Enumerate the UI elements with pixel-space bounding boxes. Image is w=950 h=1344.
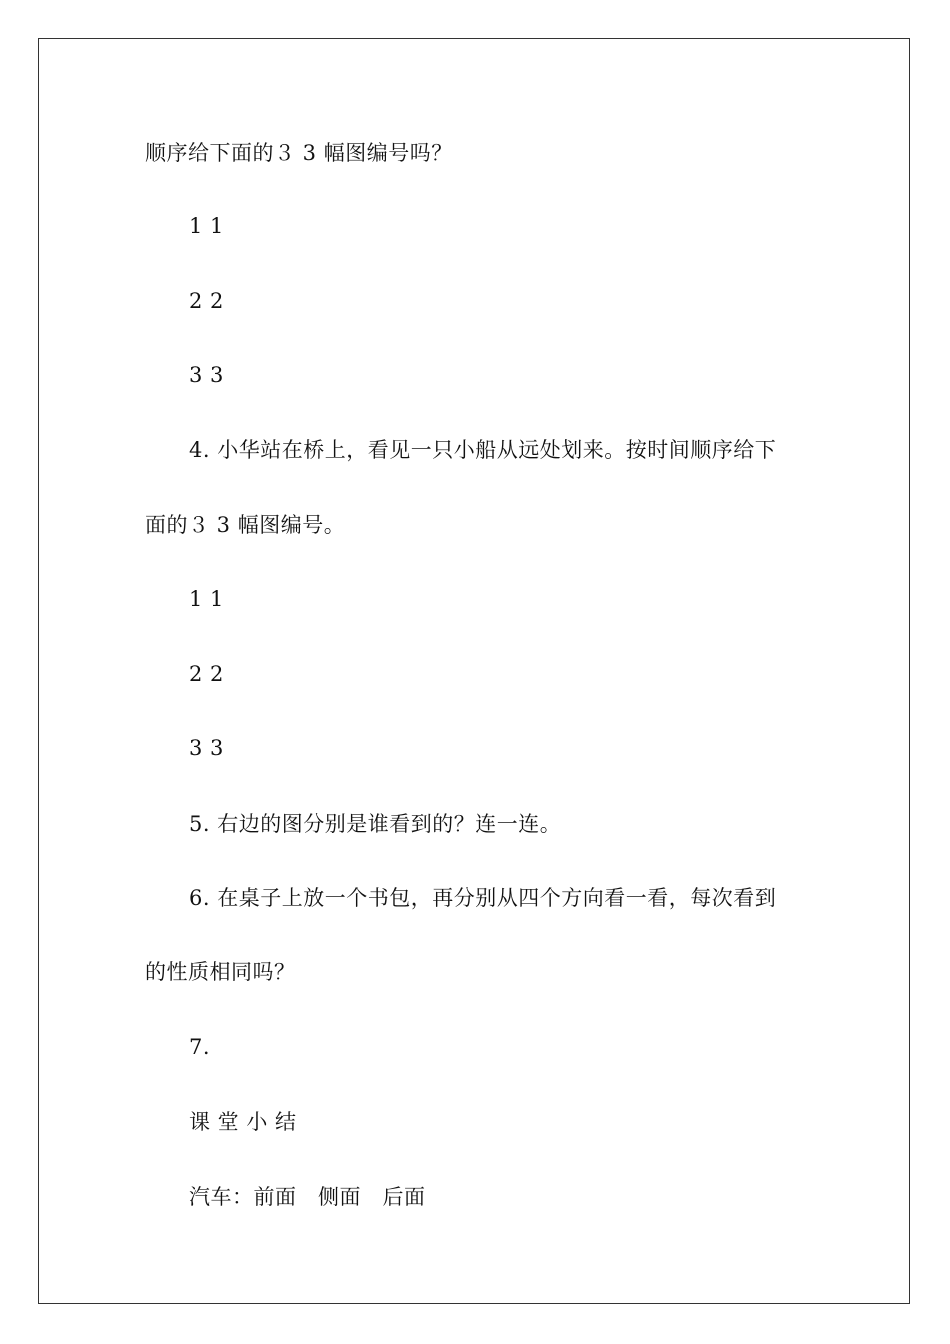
- question-7: 7.: [189, 1035, 211, 1059]
- page-frame: [38, 38, 910, 1304]
- section-heading-summary: 课 堂 小 结: [189, 1110, 297, 1134]
- q4-item-3: 3 3: [189, 736, 224, 760]
- question-6-line-1: 6. 在桌子上放一个书包，再分别从四个方向看一看，每次看到: [189, 886, 777, 910]
- q3-item-3: 3 3: [189, 363, 224, 387]
- q4-item-1: 1 1: [189, 587, 224, 611]
- question-5: 5. 右边的图分别是谁看到的？连一连。: [189, 812, 562, 836]
- question-6-line-2: 的性质相同吗？: [145, 960, 296, 984]
- question-4-line-1: 4. 小华站在桥上，看见一只小船从远处划来。按时间顺序给下: [189, 438, 777, 462]
- text-line-continuation-q3: 顺序给下面的３ 3 幅图编号吗？: [145, 141, 453, 165]
- summary-car-views: 汽车：前面 侧面 后面: [189, 1185, 426, 1209]
- q4-item-2: 2 2: [189, 662, 224, 686]
- q3-item-2: 2 2: [189, 289, 224, 313]
- question-4-line-2: 面的３ 3 幅图编号。: [145, 513, 346, 537]
- q3-item-1: 1 1: [189, 214, 224, 238]
